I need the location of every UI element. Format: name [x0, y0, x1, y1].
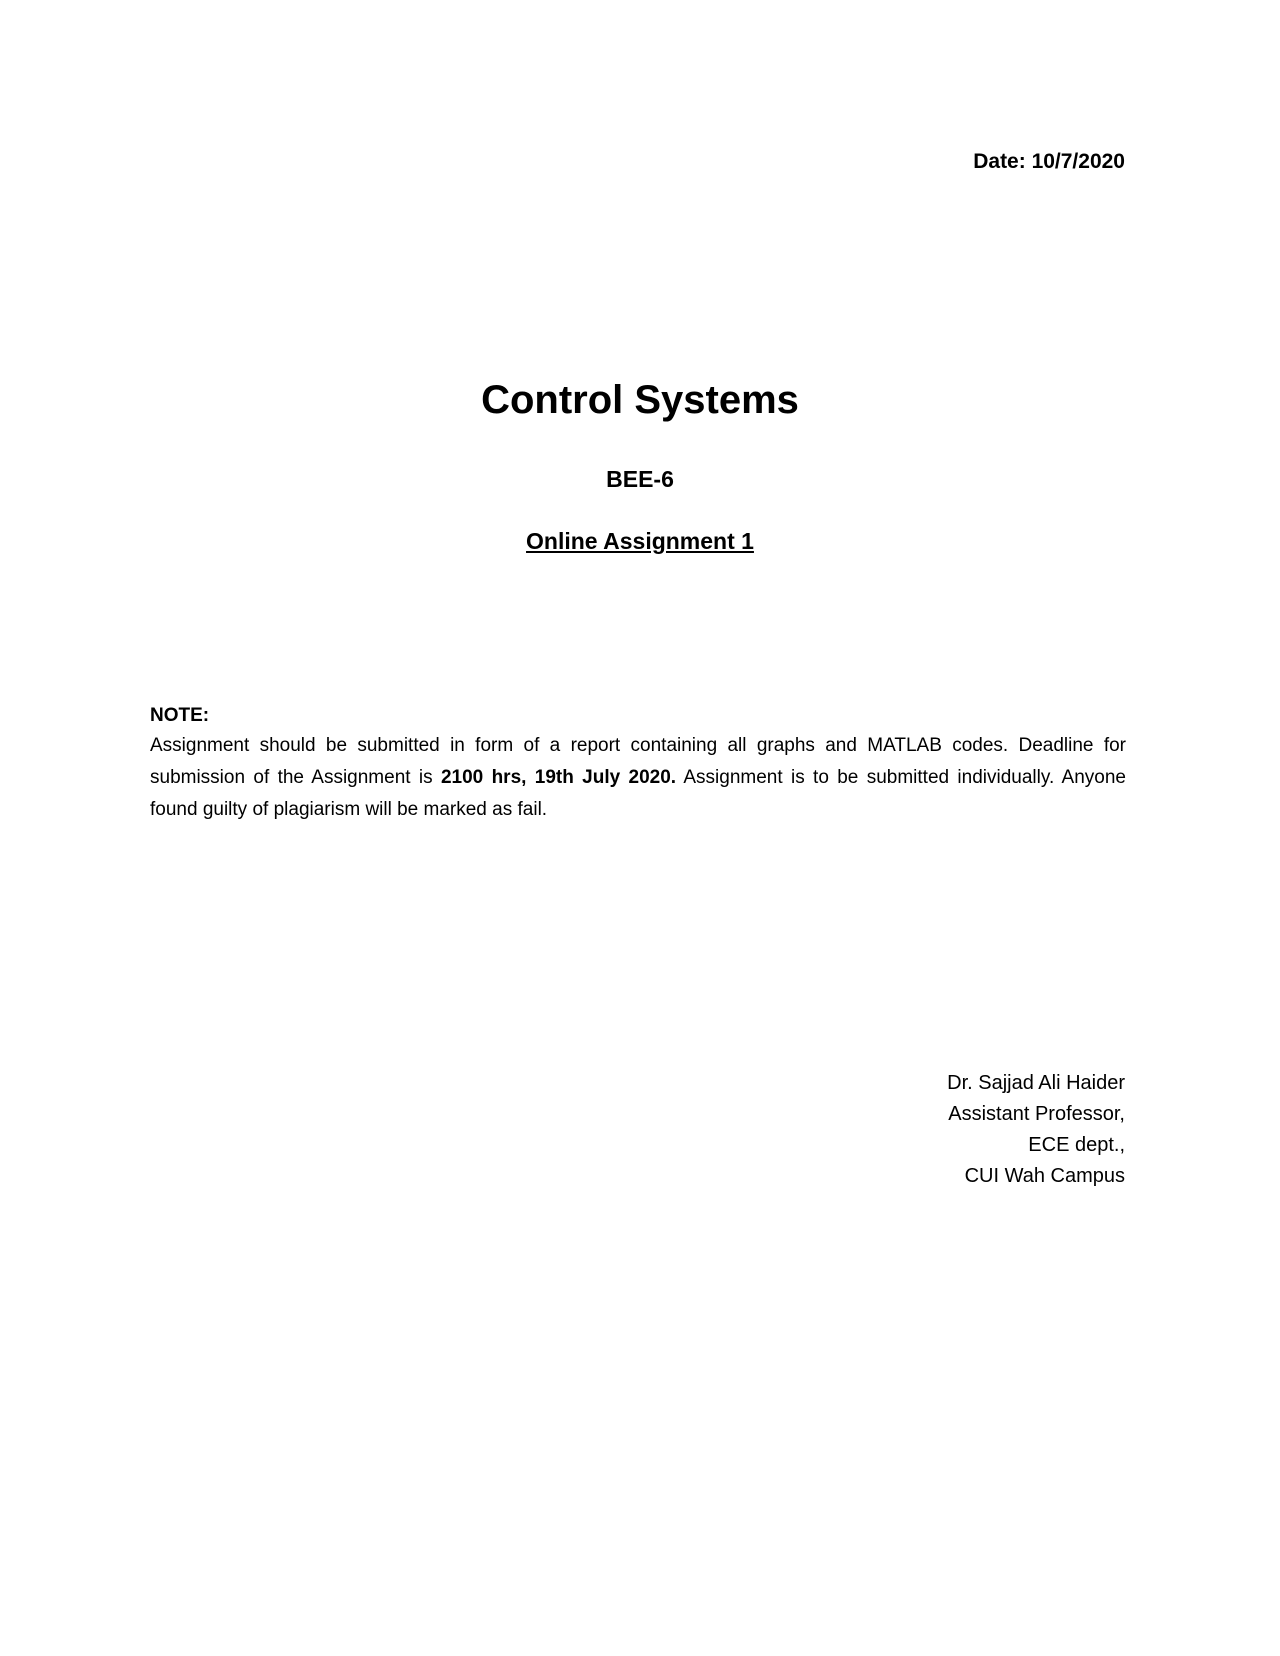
note-text-part1: Assignment should be submitted in form of a report containing all graphs and MATLAB codes. Deadline for submission of the Assignment is — [150, 735, 1126, 788]
note-section — [150, 702, 1126, 826]
note-heading: NOTE: — [150, 705, 210, 726]
assignment-title: Online Assignment 1 — [526, 528, 754, 554]
signature-position: Assistant Professor, — [948, 1103, 1125, 1125]
course-title: Control Systems — [481, 378, 799, 422]
signature-block — [947, 1068, 1125, 1192]
date-label: Date: 10/7/2020 — [973, 150, 1125, 173]
note-deadline: 2100 hrs, 19th July 2020. — [440, 767, 677, 788]
signature-campus: CUI Wah Campus — [964, 1165, 1125, 1187]
course-code: BEE-6 — [606, 466, 674, 492]
signature-department: ECE dept., — [1028, 1134, 1125, 1156]
note-text-part2: Assignment is to be submitted individually. Anyone found guilty of plagiarism will be marked as fail. — [150, 767, 1126, 820]
signature-name: Dr. Sajjad Ali Haider — [947, 1072, 1125, 1094]
note-body — [150, 730, 1126, 826]
